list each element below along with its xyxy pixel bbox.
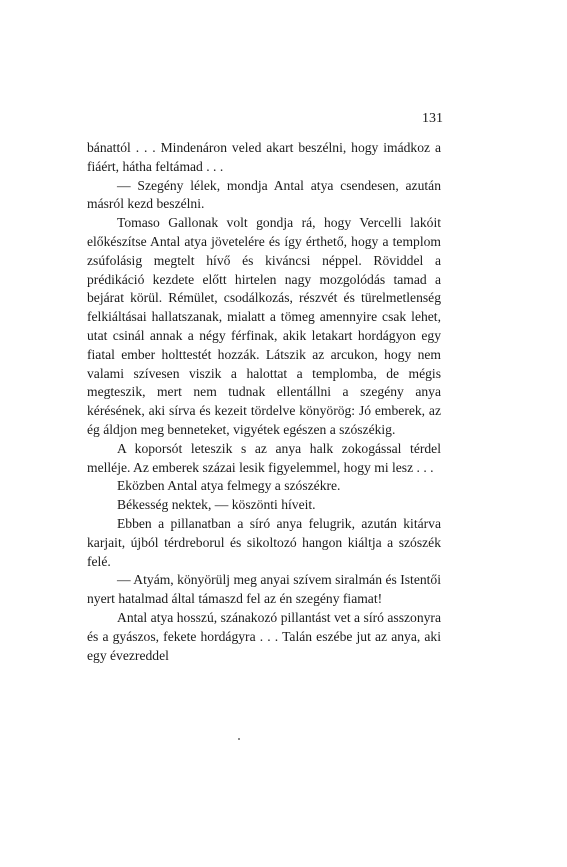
- paragraph: — Szegény lélek, mondja Antal atya csendesen, azután másról kezd beszélni.: [87, 177, 441, 212]
- paragraph: Ebben a pillanatban a síró anya felugrik, azután kitárva karjait, újból térdreborul és sikoltozó hangon kiáltja a szószék felé.: [87, 515, 441, 569]
- paragraph: A koporsót leteszik s az anya halk zokogással térdel melléje. Az emberek százai lesik figyelemmel, hogy mi lesz . . .: [87, 440, 441, 475]
- body-text: [87, 139, 441, 665]
- ink-speck: [238, 738, 240, 740]
- paragraph: Békesség nektek, — köszönti híveit.: [117, 497, 316, 513]
- paragraph: — Atyám, könyörülj meg anyai szívem siralmán és Istentői nyert hatalmad által támaszd fel az én szegény fiamat!: [87, 572, 441, 607]
- paragraph: Eközben Antal atya felmegy a szószékre.: [117, 478, 341, 494]
- paragraph: Tomaso Gallonak volt gondja rá, hogy Vercelli lakóit előkészítse Antal atya jövetelére és így érthető, hogy a templom zsúfolásig megtelt hívő és kiváncsi néppel. Röviddel a prédikáció kezdete előtt hirtelen nagy mozgolódás tamad a bejárat körül. Rémület, csodálkozás, részvét és türelmetlenség felkiáltásai hallatszanak, mialatt a tömeg amennyire csak lehet, utat csinál annak a négy férfinak, akik letakart hordágyon egy fiatal ember holttestét hozzák. Látszik az arcukon, hogy nem valami szívesen viszik a halottat a templomba, de mégis megteszik, mert nem tudnak ellentállni a szegény anya kérésének, aki sírva és kezeit tördelve könyörög: Jó emberek, az ég áldjon meg benneteket, vigyétek egészen a szószékig.: [87, 215, 441, 437]
- page-number: 131: [422, 111, 443, 126]
- paragraph: bánattól . . . Mindenáron veled akart beszélni, hogy imádkoz a fiáért, hátha feltámad . . .: [87, 140, 441, 174]
- paragraph: Antal atya hosszú, szánakozó pillantást vet a síró asszonyra és a gyászos, fekete hordágyra . . . Talán eszébe jut az anya, aki egy évezreddel: [87, 609, 441, 663]
